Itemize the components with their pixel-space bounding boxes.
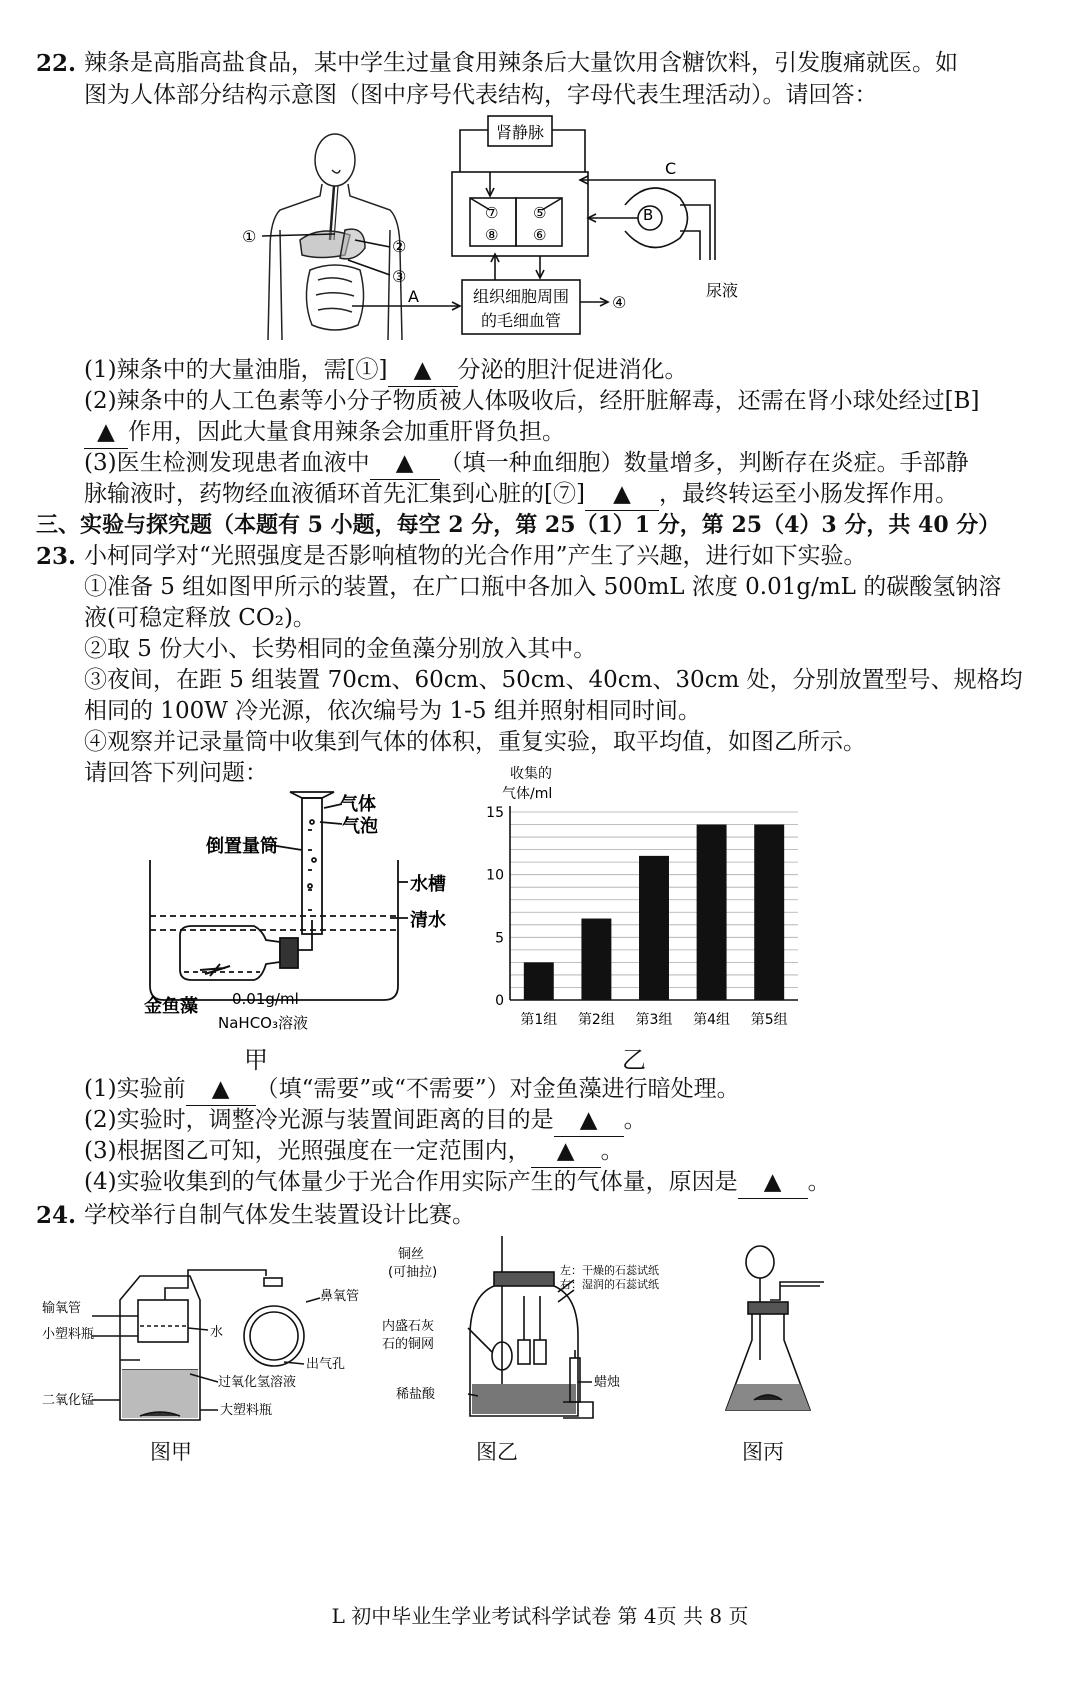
y-tick-label: 10: [486, 867, 504, 884]
bar-5: [754, 825, 784, 1000]
section-heading: 三、实验与探究题（本题有 5 小题，每空 2 分，第 25（1）1 分，第 25（4）3 分，共 40 分）: [36, 512, 1001, 538]
q24-text: 学校举行自制气体发生装置设计比赛。: [84, 1202, 475, 1228]
q22-stem-line1: 辣条是高脂高盐食品，某中学生过量食用辣条后大量饮用含糖饮料，引发腹痛就医。如: [84, 50, 958, 76]
bar-2: [581, 919, 611, 1000]
q23-sub2: (2)实验时，调整冷光源与装置间距离的目的是 ▲ 。: [84, 1105, 647, 1137]
q23-number: 23.: [36, 543, 77, 570]
marker-1: ①: [242, 227, 257, 246]
marker-5: ⑤: [533, 204, 547, 222]
answer-blank[interactable]: ▲: [84, 417, 128, 449]
q23-step3-line1: ③夜间，在距 5 组装置 70cm、60cm、50cm、40cm、30cm 处，分别放置型号、规格均: [84, 667, 1023, 693]
x-tick-label: 第4组: [693, 1012, 731, 1028]
q23-ask: 请回答下列问题：: [84, 760, 268, 786]
x-tick-label: 第5组: [750, 1012, 788, 1028]
marker-6: ⑥: [533, 226, 547, 244]
q23-step4: ④观察并记录量筒中收集到气体的体积，重复实验，取平均值，如图乙所示。: [84, 729, 866, 755]
q23-step1-line2: 液(可稳定释放 CO₂)。: [84, 605, 316, 631]
marker-8: ⑧: [485, 226, 499, 244]
answer-blank[interactable]: ▲: [186, 1074, 256, 1106]
label-small-bottle: 小塑料瓶: [42, 1327, 95, 1342]
label-candle: 蜡烛: [594, 1375, 621, 1390]
answer-blank[interactable]: ▲: [531, 1136, 601, 1168]
label-acid: 稀盐酸: [396, 1387, 436, 1402]
q22-sub2-line2: ▲ 作用，因此大量食用辣条会加重肝肾负担。: [84, 417, 565, 449]
marker-4: ④: [612, 293, 627, 312]
y-tick-label: 15: [486, 805, 504, 821]
label-mno2: 二氧化锰: [42, 1393, 95, 1408]
letter-a: A: [408, 287, 419, 306]
co2-generator-figure: [378, 1236, 698, 1436]
q22-stem-line2: 图为人体部分结构示意图（图中序号代表结构，字母代表生理活动）。请回答：: [84, 82, 878, 108]
urine-label: 尿液: [705, 281, 739, 300]
answer-blank[interactable]: ▲: [585, 479, 659, 511]
label-plant: 金鱼藻: [144, 996, 198, 1017]
q23-step1-line1: ①准备 5 组如图甲所示的装置，在广口瓶中各加入 500mL 浓度 0.01g/mL 的碳酸氢钠溶: [84, 574, 1002, 600]
gas-volume-bar-chart: [480, 760, 820, 1040]
label-nose-tube: 鼻氧管: [320, 1289, 360, 1304]
label-tank: 水槽: [410, 874, 446, 895]
renal-vein-label: 肾静脉: [495, 123, 545, 142]
label-oxygen-tube: 输氧管: [42, 1301, 82, 1316]
marker-3: ③: [392, 267, 407, 286]
answer-blank[interactable]: ▲: [370, 448, 440, 480]
label-gas: 气体: [340, 794, 376, 815]
q23-sub3: (3)根据图乙可知，光照强度在一定范围内， ▲ 。: [84, 1136, 624, 1168]
x-tick-label: 第1组: [520, 1012, 558, 1028]
label-water: 清水: [410, 910, 446, 931]
label-mesh-line2: 石的铜网: [382, 1337, 435, 1352]
y-tick-label: 0: [495, 993, 504, 1009]
y-tick-label: 5: [495, 930, 504, 947]
oxygen-generator-figure: [40, 1240, 370, 1440]
answer-blank[interactable]: ▲: [738, 1167, 808, 1199]
letter-b: B: [643, 206, 654, 224]
label-solution: NaHCO₃溶液: [218, 1014, 308, 1032]
q22-number: 22.: [36, 50, 77, 77]
figure-24-bing-caption: 图丙: [742, 1440, 784, 1464]
marker-7: ⑦: [485, 204, 499, 222]
figure-jia-caption: 甲: [244, 1046, 268, 1074]
q23-step2: ②取 5 份大小、长势相同的金鱼藻分别放入其中。: [84, 636, 597, 662]
q23-sub4: (4)实验收集到的气体量少于光合作用实际产生的气体量，原因是 ▲ 。: [84, 1167, 831, 1199]
q23-intro: 小柯同学对“光照强度是否影响植物的光合作用”产生了兴趣，进行如下实验。: [84, 543, 867, 569]
erlenmeyer-figure: [720, 1240, 860, 1430]
page-footer: L 初中毕业生学业考试科学试卷 第 4页 共 8 页: [331, 1604, 749, 1628]
figure-24-yi-caption: 图乙: [476, 1440, 518, 1464]
label-cylinder: 倒置量筒: [206, 836, 278, 857]
label-pullable: (可抽拉): [388, 1265, 438, 1280]
y-axis-label-line2: 气体/ml: [502, 786, 553, 802]
label-h2o2: 过氧化氢溶液: [218, 1375, 297, 1390]
q22-sub3-line1: (3)医生检测发现患者血液中 ▲ （填一种血细胞）数量增多，判断存在炎症。手部静: [84, 448, 969, 480]
x-tick-label: 第2组: [577, 1012, 615, 1028]
q22-sub3-line2: 脉输液时，药物经血液循环首先汇集到心脏的[⑦] ▲ ，最终转运至小肠发挥作用。: [84, 479, 958, 511]
label-concentration: 0.01g/ml: [232, 990, 299, 1008]
label-mesh-line1: 内盛石灰: [382, 1319, 435, 1334]
x-tick-label: 第3组: [635, 1012, 673, 1028]
answer-blank[interactable]: ▲: [388, 355, 458, 387]
label-bubble: 气泡: [342, 816, 378, 837]
bar-4: [697, 825, 727, 1000]
capillary-label-1: 组织细胞周围: [472, 287, 570, 306]
circulation-flow-diagram: [240, 110, 1000, 350]
answer-blank[interactable]: ▲: [554, 1105, 624, 1137]
letter-c: C: [665, 159, 677, 178]
bar-1: [524, 962, 554, 1000]
label-water: 水: [210, 1325, 224, 1340]
label-big-bottle: 大塑料瓶: [220, 1403, 273, 1418]
marker-2: ②: [392, 237, 407, 256]
figure-24-jia-caption: 图甲: [150, 1440, 192, 1464]
capillary-label-2: 的毛细血管: [480, 311, 562, 330]
q23-sub1: (1)实验前 ▲ （填“需要”或“不需要”）对金鱼藻进行暗处理。: [84, 1074, 740, 1106]
bar-3: [639, 856, 669, 1000]
q23-step3-line2: 相同的 100W 冷光源，依次编号为 1-5 组并照射相同时间。: [84, 698, 701, 724]
label-copper-wire: 铜丝: [398, 1247, 425, 1262]
q24-number: 24.: [36, 1202, 77, 1229]
label-right-paper: 右：湿润的石蕊试纸: [560, 1278, 659, 1291]
label-left-paper: 左：干燥的石蕊试纸: [560, 1264, 659, 1277]
label-outlet: 出气孔: [306, 1357, 346, 1372]
q22-sub1: (1)辣条中的大量油脂，需[①] ▲ 分泌的胆汁促进消化。: [84, 355, 688, 387]
q22-sub2-line1: (2)辣条中的人工色素等小分子物质被人体吸收后，经肝脏解毒，还需在肾小球处经过[B]: [84, 388, 980, 414]
apparatus-figure: [140, 790, 480, 1050]
y-axis-label-line1: 收集的: [510, 766, 552, 782]
figure-yi-caption: 乙: [622, 1046, 646, 1074]
